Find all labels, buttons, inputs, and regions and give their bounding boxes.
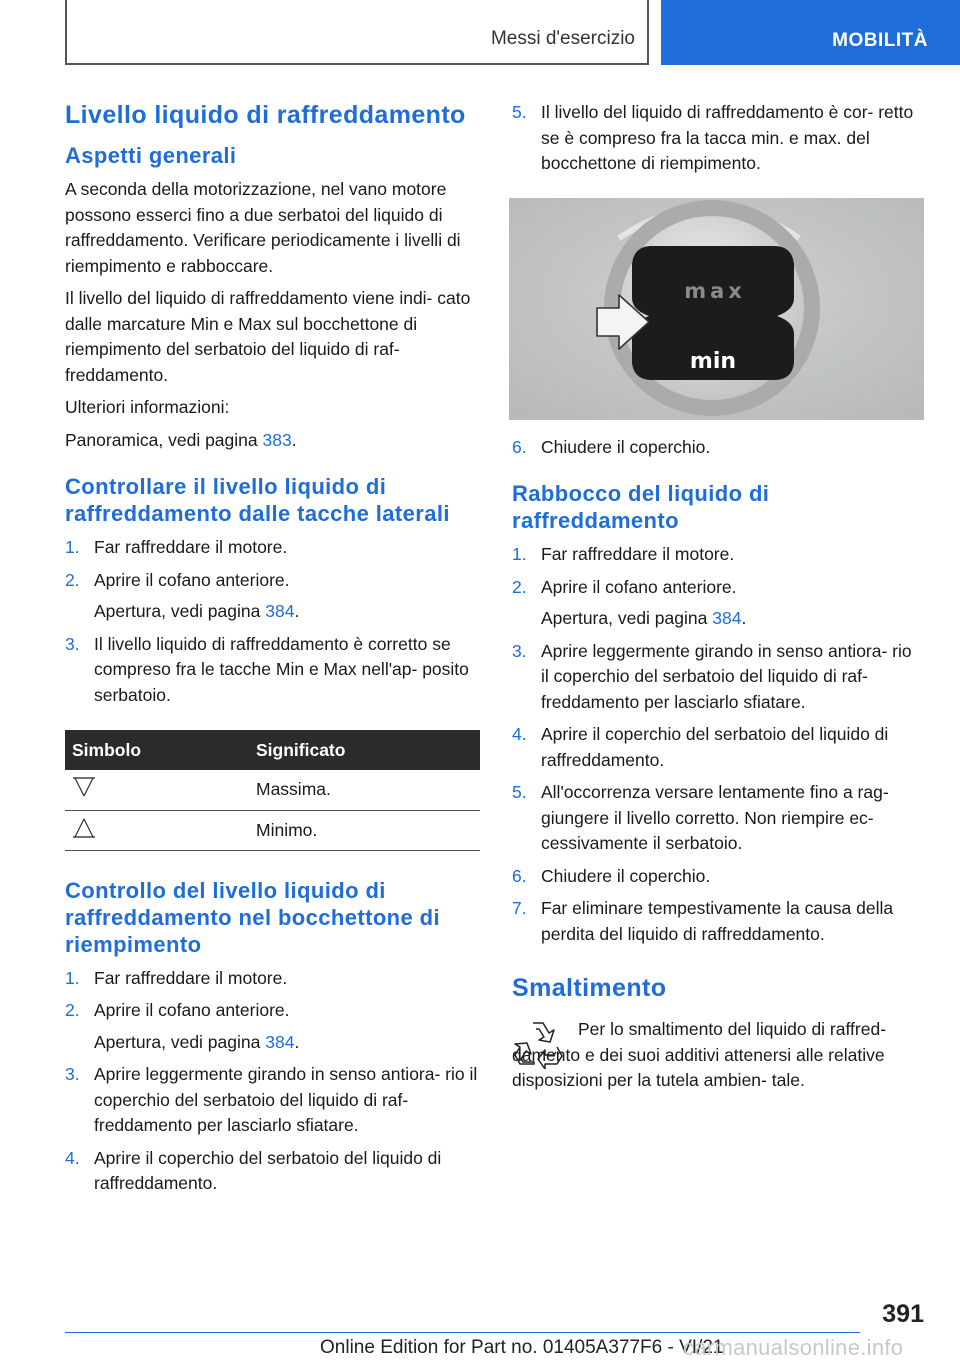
symbol-cell [65,810,248,850]
step-reference [94,599,480,625]
reference-suffix: . [294,1031,300,1052]
step-number: 2. [65,569,80,590]
step-item [512,864,924,890]
step-item [512,542,924,568]
right-column [512,100,924,1101]
header-chapter-tab [661,0,960,65]
step-number: 1. [512,544,527,565]
step-reference [541,606,924,632]
step-text: Aprire il coperchio del serbatoio del liquido di raffreddamento. [541,724,889,770]
page-link[interactable]: 384 [712,608,742,629]
watermark: carmanualsonline.info [683,1335,904,1360]
page-link[interactable]: 383 [262,429,292,450]
disposal-note [512,1017,924,1094]
step-number: 3. [512,640,527,661]
step-text: Aprire il cofano anteriore. [94,569,290,590]
reference-suffix: . [291,429,297,450]
header-section-title: Messi d'esercizio [490,28,635,49]
step-item [512,896,924,947]
step-number: 6. [512,865,527,886]
page-link[interactable]: 384 [265,1031,295,1052]
step-item [65,966,480,992]
footer-edition: Online Edition for Part no. 01405A377F6 - VI/21 [320,1337,724,1358]
meaning-cell: Massima. [248,770,480,810]
step-number: 4. [65,1147,80,1168]
step-item [512,100,924,177]
disposal-text: Per lo smaltimento del liquido di raffred- damento e dei suoi additivi attenersi alle relative disposizioni per la tutela ambien- tale. [512,1019,887,1091]
step-text: Il livello del liquido di raffreddamento è cor- retto se è compreso fra la tacca min. e max. del bocchettone di riempimento. [541,102,914,173]
general-paragraph: Ulteriori informazioni: [65,397,230,418]
page-number: 391 [882,1300,924,1328]
step-reference [94,1030,480,1056]
column-header-symbol: Simbolo [65,730,248,770]
reference-text: Apertura, vedi pagina [94,1031,266,1052]
step-text: Far eliminare tempestivamente la causa della perdita del liquido di raffreddamento. [541,898,894,944]
step-number: 1. [65,537,80,558]
filler-check-steps [65,966,480,1197]
header-section-box [65,0,649,65]
step-number: 5. [512,102,527,122]
topup-heading: Rabbocco del liquido di raffreddamento [512,481,770,534]
step-item [65,998,480,1055]
step-text: Chiudere il coperchio. [541,436,711,457]
filler-check-heading: Controllo del livello liquido di raffreddamento nel bocchettone di riempimento [65,877,441,957]
page-link[interactable]: 384 [265,601,295,622]
general-paragraph: A seconda della motorizzazione, nel vano motore possono esserci fino a due serbatoi del liquido di raffreddamento. Verificare periodicamente i livelli di riempimento e rabboccare. [65,179,461,276]
step-text: Il livello liquido di raffreddamento è corretto se compreso fra le tacche Min e Max nell'ap- posito serbatoio. [94,633,469,705]
step-text: Far raffreddare il motore. [541,544,735,565]
min-mark-icon [72,817,96,839]
step-number: 2. [65,1000,80,1021]
step-number: 6. [512,436,527,457]
step-item [512,639,924,716]
table-header-row [65,730,480,770]
step-number: 4. [512,724,527,745]
step-text: Far raffreddare il motore. [94,537,288,558]
side-check-heading: Controllare il livello liquido di raffreddamento dalle tacche laterali [65,474,450,527]
step-item [65,568,480,625]
step-text: Aprire il cofano anteriore. [541,576,737,597]
step-text: Far raffreddare il motore. [94,967,288,988]
footer-divider [65,1332,860,1333]
step-text: Aprire il cofano anteriore. [94,1000,290,1021]
reference-suffix: . [741,608,747,629]
left-column [65,100,480,1204]
step-item [65,535,480,561]
symbol-table [65,730,480,851]
reference-text: Apertura, vedi pagina [541,608,713,629]
meaning-cell: Minimo. [248,810,480,850]
max-mark-icon [72,776,96,798]
general-heading: Aspetti generali [65,143,237,168]
step-number: 7. [512,898,527,919]
step-text: Aprire leggermente girando in senso antiora- rio il coperchio del serbatoio del liquido di raf- freddamento per lasciarlo sfiatare. [541,640,912,712]
side-check-steps [65,535,480,708]
step-text: Chiudere il coperchio. [541,865,711,886]
table-row [65,810,480,850]
step-item [65,632,480,709]
min-label: min [689,348,737,374]
recycle-icon [512,1017,564,1069]
column-header-meaning: Significato [248,730,480,770]
max-label: max [684,278,746,303]
general-paragraph: Il livello del liquido di raffreddamento viene indi- cato dalle marcature Min e Max sul bocchettone di riempimento del serbatoio del liquido di raf- freddamento. [65,288,471,385]
step-text: Aprire il coperchio del serbatoio del liquido di raffreddamento. [94,1147,442,1194]
step-text: All'occorrenza versare lentamente fino a rag- giungere il livello corretto. Non riempire ec- cessivamente il serbatoio. [541,782,889,854]
reference-text: Apertura, vedi pagina [94,601,266,622]
step-item [65,1146,480,1197]
page-title: Livello liquido di raffreddamento [65,101,466,129]
step-item [512,575,924,632]
topup-steps [512,542,924,947]
step-number: 3. [65,633,80,654]
reference-text: Panoramica, vedi pagina [65,429,263,450]
filler-check-steps-continued [512,100,924,177]
disposal-heading: Smaltimento [512,974,667,1003]
step-number: 2. [512,576,527,597]
filler-cap-photo [509,198,924,420]
filler-check-steps-end [512,435,924,461]
step-text: Aprire leggermente girando in senso antiora- rio il coperchio del serbatoio del liquido di raf- freddamento per lasciarlo sfiatare. [94,1064,478,1136]
reference-suffix: . [294,601,300,622]
table-row [65,770,480,810]
step-number: 3. [65,1064,80,1085]
step-item [512,780,924,857]
header-chapter-label: MOBILITÀ [832,30,928,51]
step-number: 1. [65,967,80,988]
step-number: 5. [512,782,527,803]
step-item [512,722,924,773]
symbol-cell [65,770,248,810]
general-reference [65,428,480,454]
step-item [65,1062,480,1139]
step-item [512,435,924,461]
